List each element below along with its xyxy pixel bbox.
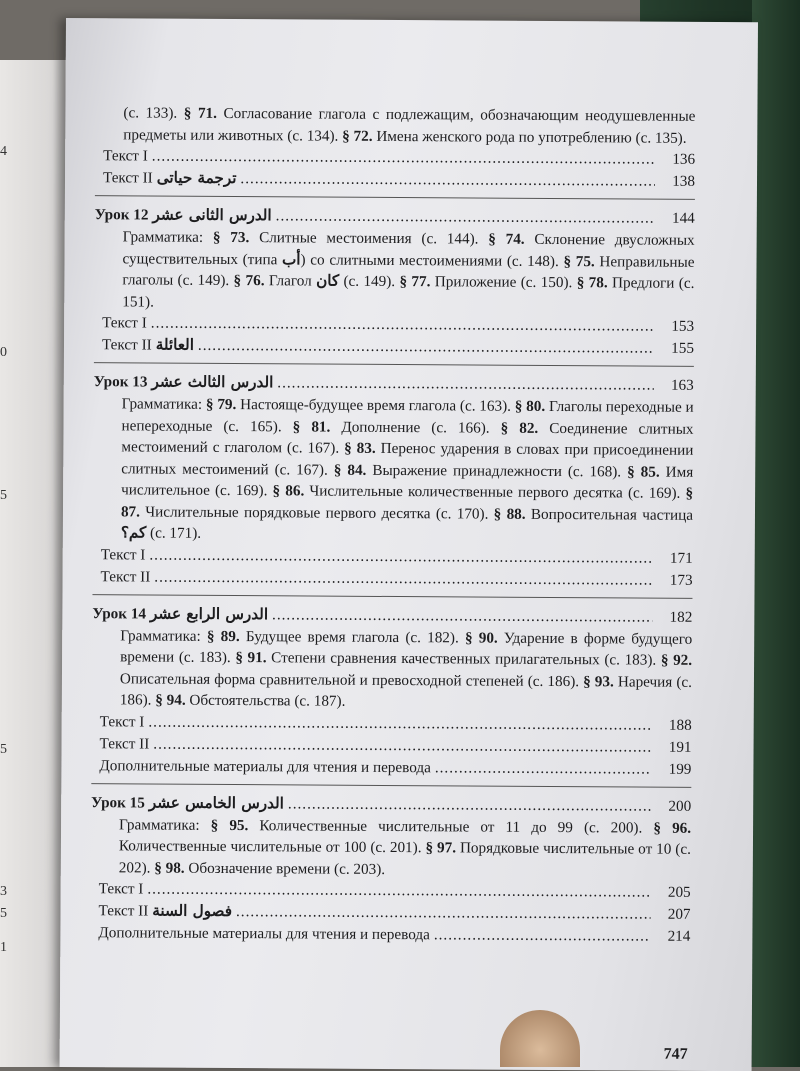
leader-dots: [148, 711, 651, 736]
divider: [91, 783, 691, 788]
grammar-label: Грамматика:: [120, 626, 207, 645]
text: Предлоги (с. 151).: [122, 274, 695, 311]
divider: [92, 594, 692, 599]
lesson-12-entry[interactable]: [95, 204, 695, 230]
section-ref: § 98.: [154, 859, 185, 877]
left-margin-mark: 0: [0, 345, 7, 360]
toc-entry[interactable]: [98, 922, 690, 948]
page-number: 207: [667, 905, 691, 923]
leader-dots: [435, 757, 652, 780]
leader-dots: [240, 168, 655, 192]
left-margin-mark: 4: [0, 144, 7, 159]
text: Имя числительное (с. 169).: [121, 463, 694, 500]
text: Соединение слитных местоимений с глаголом (с. 167).: [121, 419, 694, 457]
section-ref: § 72.: [342, 127, 373, 145]
entry-label: Дополнительные материалы для чтения и перевода: [98, 924, 430, 944]
entry-arabic-title: فصول السنة: [152, 901, 233, 921]
text: Числительные порядковые первого десятка (с. 170).: [139, 502, 494, 523]
text: Неправильные глаголы (с. 149).: [122, 252, 695, 290]
lesson-arabic-title: الدرس الرابع عشر: [149, 604, 269, 623]
book-cover-edge: [752, 0, 800, 1067]
text: Дополнение (с. 166).: [330, 418, 501, 437]
left-margin-mark: 5: [0, 906, 7, 921]
section-ref: § 74.: [488, 230, 525, 248]
folio-page-number: 747: [663, 1045, 688, 1063]
page-number: 136: [672, 150, 696, 168]
text: (с. 133).: [123, 104, 184, 122]
grammar-block-12: [122, 226, 695, 315]
page-number: 173: [669, 571, 693, 589]
grammar-block-13: [121, 393, 694, 547]
section-ref: § 86.: [272, 482, 305, 500]
page-number: 205: [667, 883, 691, 901]
page-number: 171: [669, 549, 693, 567]
left-margin-mark: 5: [0, 742, 7, 757]
text: Обстоятельства (с. 187).: [185, 691, 346, 710]
text: Имена женского рода по употреблению (с. 135).: [372, 127, 687, 147]
lesson-arabic-title: الدرس الثانى عشر: [152, 205, 272, 225]
text: Приложение (с. 150).: [430, 273, 577, 292]
section-ref: § 95.: [210, 816, 249, 834]
entry-label: Текст I: [98, 880, 144, 898]
book-page: [60, 18, 758, 1071]
leader-dots: [236, 901, 651, 925]
leader-dots: [147, 879, 650, 904]
text: Слитные местоимения (с. 144).: [249, 229, 489, 248]
section-ref: § 91.: [235, 649, 267, 667]
page-number: 199: [668, 760, 692, 778]
toc-entry[interactable]: [99, 755, 691, 781]
text: Степени сравнения качественных прилагательных (с. 183).: [266, 649, 661, 669]
entry-label: Текст I: [102, 314, 147, 332]
lesson-13-entry[interactable]: [94, 371, 694, 397]
arabic-word: أب: [281, 249, 301, 268]
text: Числительные количественные первого десятка (с. 169).: [304, 482, 686, 502]
page-number: 144: [671, 209, 695, 227]
text: Глаголы переходные и непереходные (с. 165).: [121, 397, 694, 435]
table-of-contents: [90, 102, 695, 948]
leader-dots: [288, 793, 651, 817]
entry-label: Текст II: [101, 336, 152, 354]
left-margin-mark: 5: [0, 488, 7, 503]
section-ref: § 96.: [653, 819, 692, 837]
lesson-label: Урок 15: [91, 793, 145, 811]
leader-dots: [154, 566, 652, 591]
entry-label: Текст II: [100, 567, 151, 586]
lesson-label: Урок 14: [92, 604, 147, 622]
section-ref: § 80.: [514, 397, 546, 415]
lesson-label: Урок 13: [93, 373, 148, 391]
text: Наречия (с. 186).: [119, 672, 693, 709]
left-margin-mark: 1: [0, 940, 7, 955]
page-number: 182: [669, 608, 693, 626]
text: (с. 149).: [339, 272, 400, 291]
entry-label: Текст II: [98, 902, 149, 920]
section-ref: § 84.: [333, 461, 367, 479]
section-ref: § 76.: [233, 272, 265, 290]
page-number: 138: [672, 172, 696, 190]
section-ref: § 81.: [292, 417, 331, 436]
toc-entry[interactable]: [101, 566, 693, 592]
section-ref: § 82.: [500, 419, 539, 437]
text: Настояще-будущее время глагола (с. 163).: [236, 396, 515, 415]
left-page: [0, 60, 66, 1067]
section-ref: § 97.: [425, 839, 457, 857]
entry-label: Текст I: [100, 545, 146, 563]
grammar-block-15: [119, 814, 691, 882]
text: Склонение двусложных существительных (типа: [122, 230, 695, 268]
page-number: 191: [668, 738, 692, 756]
text: Глагол: [264, 272, 317, 290]
section-ref: § 93.: [583, 672, 614, 690]
grammar-block-11: [123, 102, 695, 148]
lesson-arabic-title: الدرس الخامس عشر: [148, 793, 284, 812]
entry-label: Дополнительные материалы для чтения и перевода: [99, 756, 431, 776]
leader-dots: [151, 313, 654, 338]
section-ref: § 78.: [576, 274, 608, 292]
section-ref: § 87.: [120, 484, 694, 520]
text: Количественные числительные от 100 (с. 201).: [118, 837, 426, 857]
section-ref: § 85.: [627, 462, 660, 481]
leader-dots: [198, 335, 654, 359]
left-margin-mark: 3: [0, 884, 7, 899]
section-ref: § 90.: [464, 628, 498, 647]
page-number: 200: [668, 797, 692, 815]
grammar-label: Грамматика:: [121, 395, 207, 413]
entry-label: Текст II: [99, 734, 150, 753]
page-number: 155: [671, 339, 695, 357]
grammar-label: Грамматика:: [122, 228, 214, 246]
section-ref: § 79.: [205, 395, 237, 414]
leader-dots: [153, 733, 651, 758]
lesson-14-entry[interactable]: [92, 603, 692, 629]
page-number: 163: [670, 376, 694, 394]
leader-dots: [276, 205, 655, 229]
text: ) со слитными местоимениями (с. 148).: [300, 250, 564, 270]
section-ref: § 75.: [563, 252, 595, 270]
toc-entry[interactable]: [102, 334, 694, 360]
divider: [94, 362, 694, 367]
text: Порядковые числительные от 10 (с. 202).: [118, 839, 691, 877]
text: Вопросительная частица: [525, 505, 694, 524]
section-ref: § 92.: [660, 651, 693, 669]
page-number: 214: [667, 927, 691, 945]
text: Обозначение времени (с. 203).: [184, 859, 386, 878]
page-number: 188: [668, 716, 692, 734]
lesson-arabic-title: الدرس الثالث عشر: [151, 372, 274, 392]
entry-label: Текст II: [102, 169, 153, 187]
text: Согласование глагола с подлежащим, обозначающим неодушевленные предметы или животных (с. 134).: [123, 104, 696, 145]
section-ref: § 73.: [212, 228, 250, 247]
leader-dots: [277, 372, 654, 396]
leader-dots: [434, 924, 651, 947]
entry-label: Текст I: [103, 147, 148, 165]
divider: [95, 195, 695, 200]
page-number: 153: [671, 317, 695, 335]
text: Ударение в форме будущего времени (с. 183).: [120, 629, 693, 667]
text: Описательная форма сравнительной и превосходной степеней (с. 186).: [119, 669, 584, 690]
grammar-label: Грамматика:: [119, 815, 211, 834]
text: Будущее время глагола (с. 182).: [239, 627, 466, 646]
lesson-15-entry[interactable]: [91, 792, 691, 818]
section-ref: § 83.: [344, 439, 376, 457]
arabic-word: كان: [316, 271, 340, 290]
section-ref: § 88.: [493, 505, 526, 523]
section-ref: § 94.: [155, 691, 186, 709]
section-ref: § 71.: [183, 104, 218, 122]
lesson-label: Урок 12: [94, 206, 149, 224]
entry-arabic-title: العائلة: [155, 335, 194, 354]
text: Количественные числительные от 11 до 99 (с. 200).: [248, 816, 654, 837]
grammar-block-14: [120, 625, 693, 714]
arabic-word: كم؟: [120, 523, 147, 542]
text: (с. 171).: [146, 524, 202, 542]
text: Выражение принадлежности (с. 168).: [366, 461, 628, 480]
leader-dots: [152, 146, 655, 171]
text: Перенос ударения в словах при присоединении слитных местоимений (с. 167).: [121, 439, 694, 479]
leader-dots: [272, 604, 652, 628]
section-ref: § 77.: [399, 273, 431, 291]
entry-label: Текст I: [99, 712, 145, 730]
section-ref: § 89.: [206, 627, 240, 645]
leader-dots: [149, 544, 652, 569]
entry-arabic-title: ترجمة حياتى: [156, 168, 237, 188]
toc-entry[interactable]: [103, 167, 695, 193]
